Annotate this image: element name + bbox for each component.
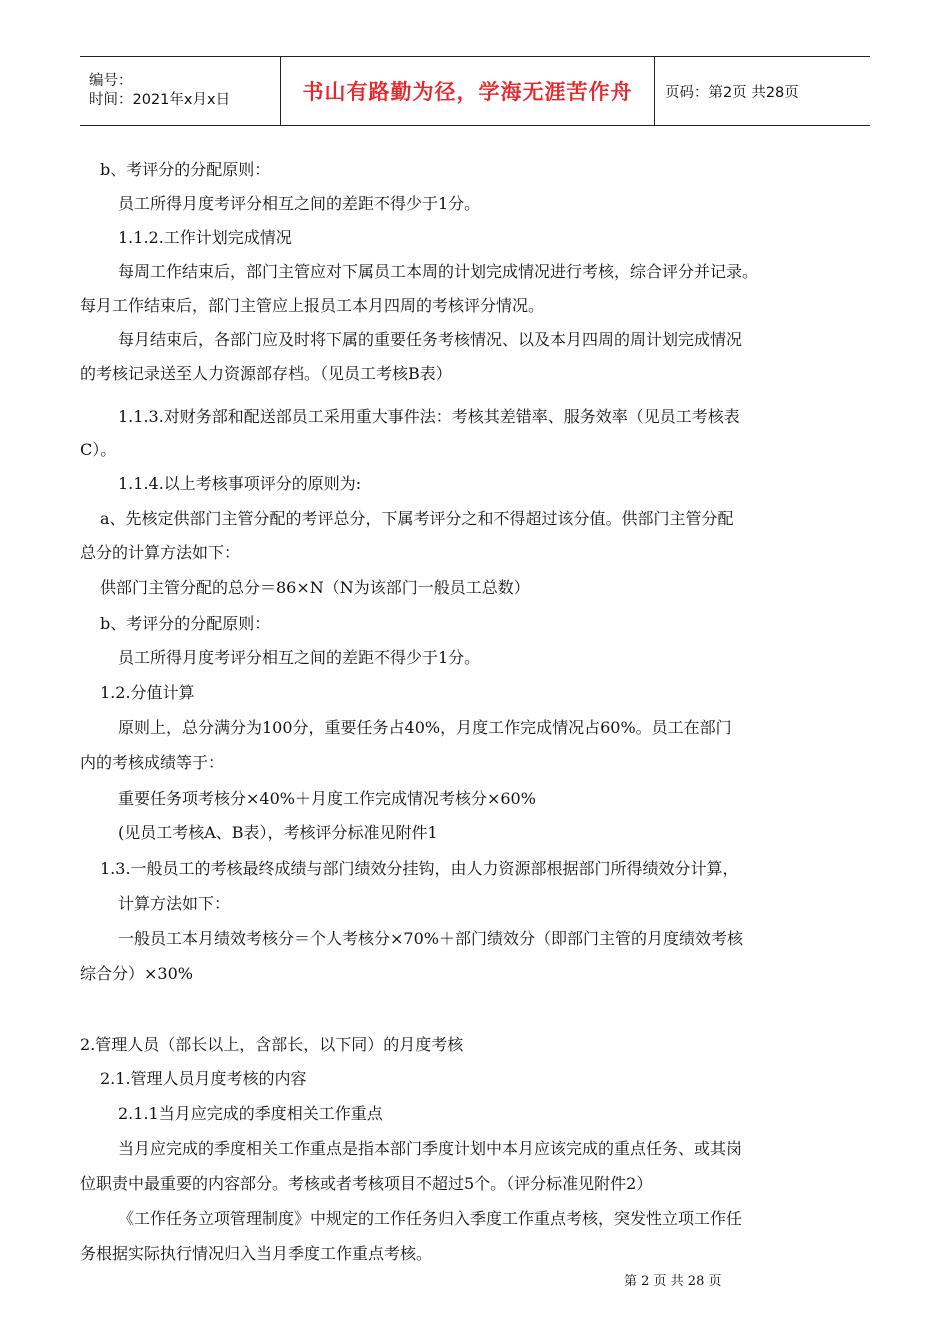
header-meta — [80, 57, 281, 125]
text-line: b、考评分的分配原则： — [100, 160, 271, 179]
text-line: b、考评分的分配原则： — [100, 614, 271, 633]
text-line: 当月应完成的季度相关工作重点是指本部门季度计划中本月应该完成的重点任务、或其岗 — [118, 1139, 743, 1158]
text-line: 位职责中最重要的内容部分。考核或者考核项目不超过5个。（评分标准见附件2） — [80, 1174, 653, 1193]
text-line: 一般员工本月绩效考核分＝个人考核分×70%＋部门绩效分（即部门主管的月度绩效考核 — [118, 929, 743, 948]
text-line: 的考核记录送至人力资源部存档。（见员工考核B表） — [80, 364, 452, 383]
text-line: a、先核定供部门主管分配的考评总分，下属考评分之和不得超过该分值。供部门主管分配 — [100, 509, 734, 528]
text-line: 1.1.4.以上考核事项评分的原则为: — [118, 474, 362, 493]
text-line: C）。 — [80, 440, 117, 459]
document-time-label: 时间：2021年x月x日 — [89, 92, 231, 108]
header-page-label: 页码：第2页 共28页 — [665, 84, 799, 101]
document-number-label: 编号： — [89, 73, 133, 89]
text-line: 务根据实际执行情况归入当月季度工作重点考核。 — [80, 1244, 433, 1263]
text-line: 员工所得月度考评分相互之间的差距不得少于1分。 — [118, 648, 481, 667]
text-line: 每月结束后，各部门应及时将下属的重要任务考核情况、以及本月四周的周计划完成情况 — [118, 330, 743, 349]
text-line: 原则上，总分满分为100分，重要任务占40%，月度工作完成情况占60%。员工在部门 — [118, 718, 732, 737]
text-line: 内的考核成绩等于： — [80, 753, 225, 772]
page-header — [80, 56, 870, 126]
page-footer: 第 2 页 共 28 页 — [624, 1274, 722, 1289]
text-line: 总分的计算方法如下： — [80, 543, 241, 562]
section-heading: 2.管理人员（部长以上，含部长，以下同）的月度考核 — [80, 1035, 464, 1054]
text-line: 每周工作结束后，部门主管应对下属员工本周的计划完成情况进行考核，综合评分并记录。 — [118, 262, 759, 281]
text-line: (见员工考核A、B表），考核评分标准见附件1 — [118, 823, 438, 842]
text-line: 综合分）×30% — [80, 964, 193, 983]
text-line: 计算方法如下： — [118, 894, 231, 913]
text-line: 员工所得月度考评分相互之间的差距不得少于1分。 — [118, 194, 481, 213]
text-line: 1.1.2.工作计划完成情况 — [118, 228, 292, 247]
subsection-heading: 2.1.1当月应完成的季度相关工作重点 — [118, 1104, 383, 1123]
text-line: 1.1.3.对财务部和配送部员工采用重大事件法：考核其差错率、服务效率（见员工考核表 — [118, 407, 740, 426]
text-line: 1.3.一般员工的考核最终成绩与部门绩效分挂钩，由人力资源部根据部门所得绩效分计算， — [100, 859, 739, 878]
text-line: 《工作任务立项管理制度》中规定的工作任务归入季度工作重点考核，突发性立项工作任 — [118, 1209, 743, 1228]
header-motto: 书山有路勤为径，学海无涯苦作舟 — [281, 57, 655, 125]
text-line: 供部门主管分配的总分＝86×N（N为该部门一般员工总数） — [100, 578, 530, 597]
text-line: 1.2.分值计算 — [100, 683, 195, 702]
subsection-heading: 2.1.管理人员月度考核的内容 — [100, 1069, 307, 1088]
text-line: 重要任务项考核分×40%＋月度工作完成情况考核分×60% — [118, 789, 536, 808]
text-line: 每月工作结束后，部门主管应上报员工本月四周的考核评分情况。 — [80, 296, 545, 315]
